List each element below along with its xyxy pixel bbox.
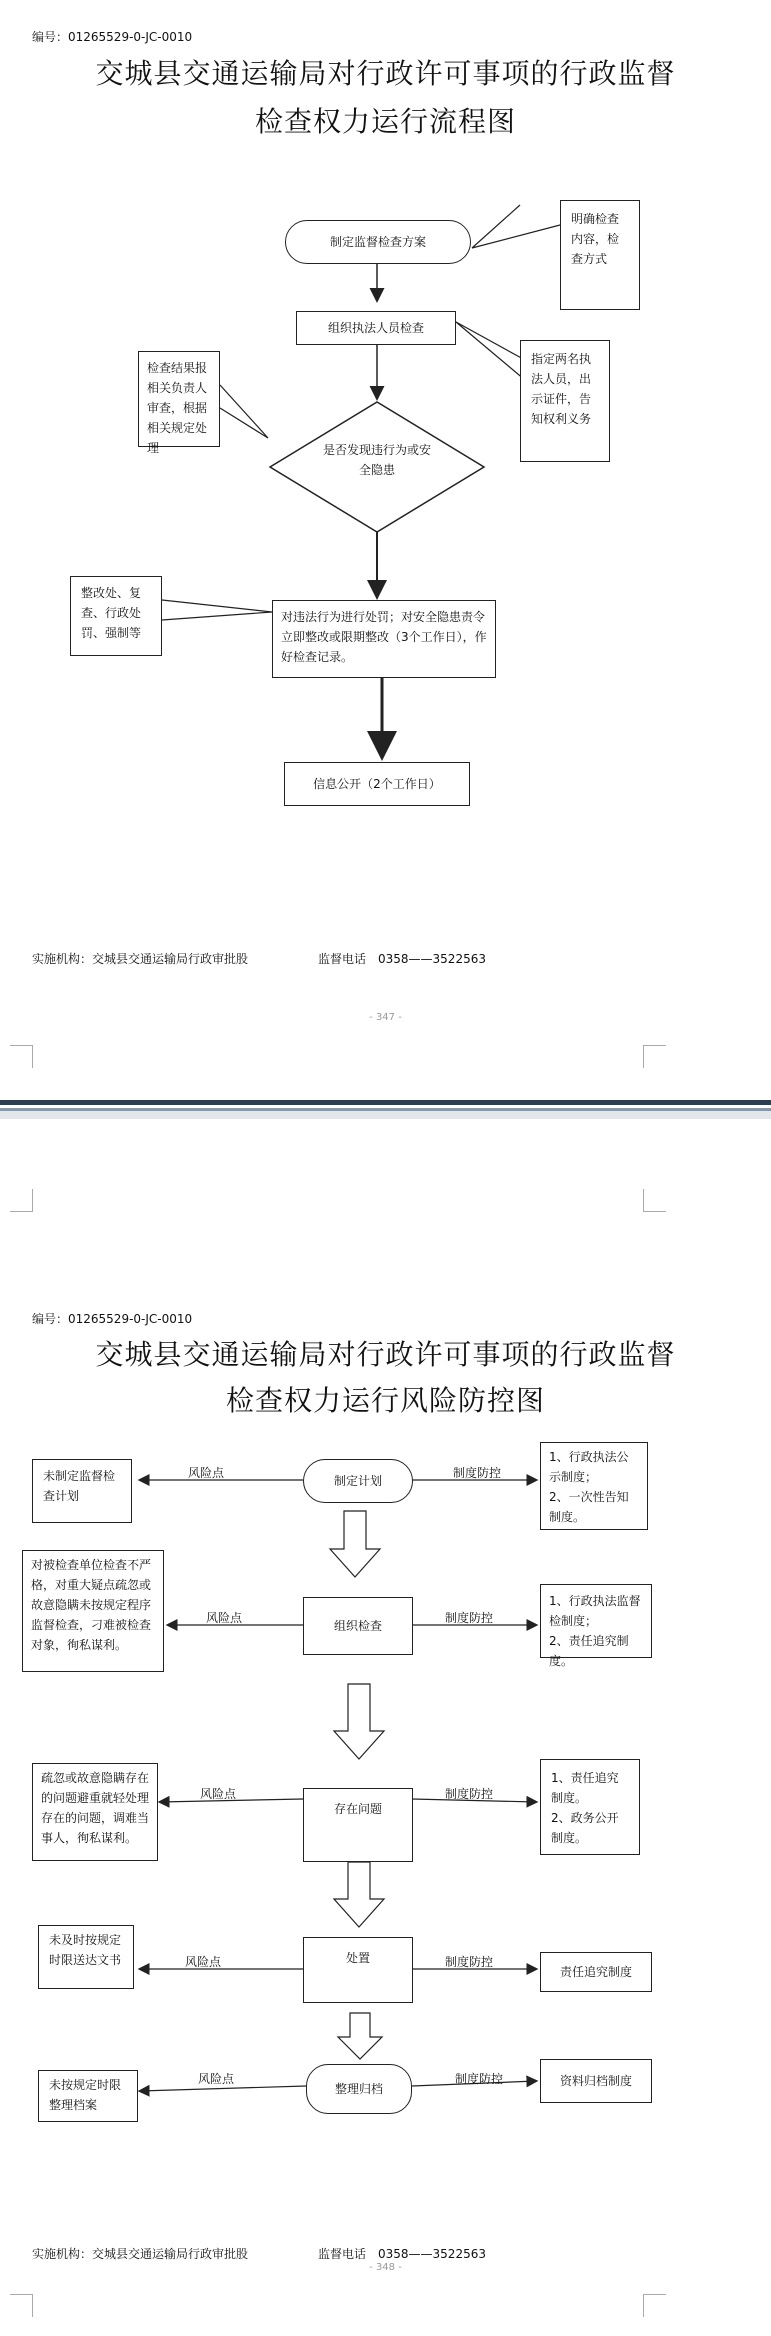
risk-label: 风险点 [206,1611,243,1625]
corner-mark [10,2294,33,2317]
control-box-organize: 1、行政执法监督检制度； 2、责任追究制度。 [540,1584,652,1658]
control-label: 制度防控 [445,1787,494,1801]
node-action: 对违法行为进行处罚；对安全隐患责令立即整改或限期整改（3个工作日），作好检查记录。 [272,600,496,678]
control-label: 制度防控 [445,1955,494,1969]
corner-mark [10,1045,33,1068]
risk-control-connectors [0,1119,771,2336]
control-label: 制度防控 [445,1611,494,1625]
page-title-line2: 检查权力运行风险防控图 [225,1384,545,1417]
footer-phone: 监督电话 0358——3522563 [318,952,486,966]
footer-phone: 监督电话 0358——3522563 [318,2247,486,2261]
page-gap [0,1111,771,1119]
page-number: - 347 - [369,1012,402,1023]
flowchart-connectors [0,0,771,1100]
note-plan: 明确检查内容，检查方式 [560,200,640,310]
risk-box-plan: 未制定监督检查计划 [32,1459,132,1523]
control-label: 制度防控 [453,1466,502,1480]
node-publish: 信息公开（2个工作日） [284,762,470,806]
risk-box-problem: 疏忽或故意隐瞒存在的问题避重就轻处理存在的问题，调难当事人，徇私谋利。 [32,1763,158,1861]
corner-mark [643,1045,666,1068]
risk-box-dispose: 未及时按规定时限送达文书 [38,1925,134,1989]
note-result: 检查结果报相关负责人审查，根据相关规定处理 [138,351,220,447]
node-decision: 是否发现违行为或安全隐患 [322,443,431,477]
page-title-line1: 交城县交通运输局对行政许可事项的行政监督 [95,1338,676,1371]
doc-number: 编号：01265529-0-JC-0010 [32,30,193,44]
risk-label: 风险点 [188,1466,225,1480]
footer-org: 实施机构：交城县交通运输局行政审批股 [32,952,249,966]
footer-org: 实施机构：交城县交通运输局行政审批股 [32,2247,249,2261]
control-box-problem: 1、责任追究制度。 2、政务公开制度。 [540,1759,640,1855]
step-archive: 整理归档 [306,2064,412,2114]
control-box-plan: 1、行政执法公示制度； 2、一次性告知制度。 [540,1442,648,1530]
control-box-archive: 资料归档制度 [540,2059,652,2103]
risk-box-organize: 对被检查单位检查不严格，对重大疑点疏忽或故意隐瞒未按规定程序监督检查，刁难被检查对象，徇私谋利。 [22,1550,164,1672]
note-penalty: 整改处、复查、行政处罚、强制等 [70,576,162,656]
step-plan: 制定计划 [303,1459,413,1503]
page-1 [0,0,771,1100]
step-organize: 组织检查 [303,1597,413,1655]
doc-number: 编号：01265529-0-JC-0010 [32,1312,193,1326]
control-label: 制度防控 [455,2072,504,2086]
risk-label: 风险点 [198,2072,235,2086]
page-2 [0,1119,771,2336]
risk-box-archive: 未按规定时限整理档案 [38,2070,138,2122]
node-organize: 组织执法人员检查 [296,311,456,345]
page-number: - 348 - [369,2262,402,2273]
step-dispose: 处置 [303,1937,413,2003]
control-box-dispose: 责任追究制度 [540,1952,652,1992]
page-title-line2: 检查权力运行流程图 [254,105,516,138]
page-separator [0,1100,771,1105]
risk-label: 风险点 [185,1955,222,1969]
note-organize: 指定两名执法人员，出示证件，告知权利义务 [520,340,610,462]
page-title-line1: 交城县交通运输局对行政许可事项的行政监督 [95,57,676,90]
risk-label: 风险点 [200,1787,237,1801]
step-problem: 存在问题 [303,1788,413,1862]
node-plan: 制定监督检查方案 [285,220,471,264]
corner-mark [643,2294,666,2317]
